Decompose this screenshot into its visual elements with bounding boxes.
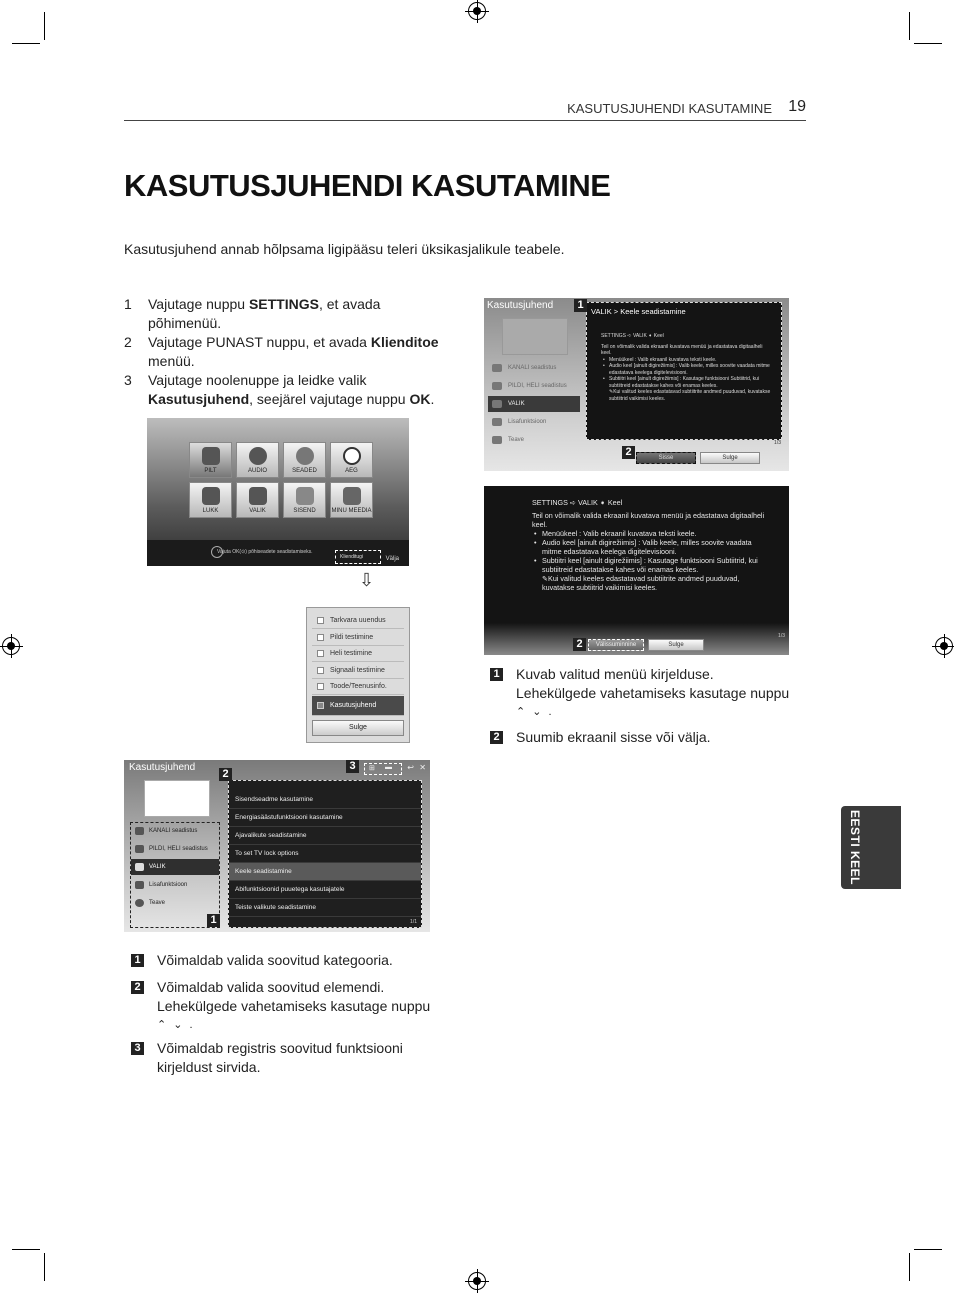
zoom-icon[interactable]: ⊞ xyxy=(369,765,375,772)
cs-item-sound-test[interactable] xyxy=(312,646,404,662)
picture-sound-icon xyxy=(492,382,502,390)
tile-label: VALIK xyxy=(249,508,266,514)
zoomed-intro: Teil on võimalik valida ekraanil kuvatava menüü ja edastatava digitaalheli keel. xyxy=(532,511,765,529)
category-item-selected[interactable] xyxy=(488,396,580,412)
tile-setup[interactable] xyxy=(283,442,326,478)
language-side-tab xyxy=(841,806,901,889)
category-list xyxy=(130,822,220,928)
checkbox-icon xyxy=(317,683,324,690)
customer-support-button[interactable] xyxy=(335,550,381,564)
step-text: , seejärel vajutage nuppu xyxy=(249,391,410,407)
crop-mark xyxy=(914,43,942,44)
cs-item-signal-test[interactable] xyxy=(312,663,404,679)
registration-mark-icon xyxy=(935,637,953,655)
category-label: Lisafunktsioon xyxy=(508,419,547,425)
back-icon[interactable]: ↩ xyxy=(407,763,414,772)
left-description-list xyxy=(131,951,451,1077)
plus-icon xyxy=(135,881,144,889)
page-indicator: 1/3 xyxy=(778,633,785,639)
panel-body xyxy=(601,333,773,402)
preview-window xyxy=(502,318,568,355)
description-text: Lehekülgede vahetamiseks kasutage nuppu xyxy=(157,998,431,1014)
exit-button[interactable]: Välja xyxy=(385,556,399,562)
topic-list xyxy=(228,780,422,928)
crop-mark xyxy=(12,43,40,44)
topic-item[interactable] xyxy=(229,899,421,917)
tile-label: AUDIO xyxy=(247,468,267,474)
step-keyword: Klienditoe xyxy=(370,334,439,350)
category-item[interactable] xyxy=(488,414,580,430)
topic-item[interactable] xyxy=(229,791,421,809)
index-icons[interactable] xyxy=(364,763,402,775)
tile-label: PILT xyxy=(204,468,217,474)
cs-item-label: Pildi testimine xyxy=(330,633,374,641)
category-label: Teave xyxy=(508,437,525,443)
zoomed-bullets xyxy=(532,529,772,574)
cs-item-label: Signaali testimine xyxy=(330,666,385,674)
panel-note: ✎Kui valitud keeles edastatavad subtiitrite andmed puuduvad, kuvatakse subtiitrid vaikimisi keeles. xyxy=(609,389,771,402)
description-text: Kuvab valitud menüü kirjelduse. xyxy=(516,666,714,682)
category-label: PILDI, HELI seadistus xyxy=(149,846,208,852)
topic-item[interactable] xyxy=(229,809,421,827)
clock-icon xyxy=(343,447,361,465)
category-item[interactable] xyxy=(131,895,219,911)
cs-item-label: Heli testimine xyxy=(330,650,373,657)
home-menu-screenshot xyxy=(147,418,409,566)
toolbox-icon xyxy=(249,487,267,505)
category-item[interactable] xyxy=(488,360,580,376)
panel-buttons xyxy=(636,446,764,464)
settings-path: SETTINGS ➪ VALIK ➧ Keel xyxy=(532,498,623,507)
tile-label: AEG xyxy=(345,468,358,474)
plug-icon xyxy=(296,487,314,505)
right-description-list xyxy=(490,665,810,747)
user-guide-header: Kasutusjuhend xyxy=(487,300,554,311)
step-item xyxy=(124,295,454,333)
callout-badge-2: 2 xyxy=(219,768,232,781)
topic-label: To set TV lock options xyxy=(235,850,299,857)
plus-icon xyxy=(492,418,502,426)
topic-label: Abifunktsioonid puuetega kasutajatele xyxy=(235,886,345,893)
tile-my-media[interactable] xyxy=(330,482,373,518)
registration-mark-icon xyxy=(468,2,486,20)
close-button[interactable]: Sulge xyxy=(648,639,704,651)
step-text: . xyxy=(430,391,435,407)
description-text: Võimaldab registris soovitud funktsiooni xyxy=(157,1040,403,1056)
step-number: 2 xyxy=(124,334,132,350)
checkbox-icon xyxy=(317,650,324,657)
registration-mark-icon xyxy=(468,1272,486,1290)
panel-bullet: • Audio keel [ainult digirežiimis] : Valib keele, milles soovite vaadata mitme edastatava keelega digitelevisiooni. xyxy=(601,363,773,376)
channel-icon xyxy=(135,827,144,835)
category-item-selected[interactable] xyxy=(131,859,219,875)
page-indicator: 1/1 xyxy=(410,919,417,925)
description-item xyxy=(131,951,451,970)
description-text: Võimaldab valida soovitud elemendi. xyxy=(157,979,385,995)
book-icon xyxy=(317,702,324,709)
crop-mark xyxy=(909,12,910,40)
gear-icon xyxy=(492,400,502,408)
panel-bullet: • Menüükeel : Valib ekraanil kuvatava teksti keele. xyxy=(601,357,773,364)
close-icon[interactable]: ✕ xyxy=(419,763,426,772)
checkbox-icon xyxy=(317,667,324,674)
description-item xyxy=(131,1039,451,1077)
category-item[interactable] xyxy=(488,432,580,448)
tv-icon xyxy=(202,447,220,465)
step-keyword: OK xyxy=(409,391,431,407)
topic-label: Ajavalikute seadistamine xyxy=(235,832,307,839)
checkbox-icon xyxy=(317,634,324,641)
customer-support-menu xyxy=(306,607,410,743)
cs-item-picture-test[interactable] xyxy=(312,630,404,646)
user-guide-header: Kasutusjuhend xyxy=(129,762,196,773)
satellite-icon xyxy=(296,447,314,465)
lock-icon xyxy=(202,487,220,505)
page-indicator: 1/3 xyxy=(774,440,781,446)
panel-intro: Teil on võimalik valida ekraanil kuvatava menüü ja edastatava digitaalheli keel. xyxy=(601,343,763,356)
description-item xyxy=(490,665,810,722)
callout-badge-1: 1 xyxy=(131,954,144,967)
home-menu-bottom-bar xyxy=(147,540,409,566)
zoomed-buttons xyxy=(588,633,708,651)
description-panel xyxy=(586,302,782,440)
running-title: KASUTUSJUHENDI KASUTAMINE xyxy=(567,101,772,116)
step-keyword: Kasutusjuhend xyxy=(148,391,250,407)
panel-bullets xyxy=(601,357,773,390)
callout-badge-3: 3 xyxy=(131,1042,144,1055)
info-icon xyxy=(492,436,502,444)
zoomed-bullet: • Subtiitri keel [ainult digirežiimis] : Kasutage funktsiooni Subtiitrid, kui subtiitreid edastatakse kahes või enamas keeles. xyxy=(532,556,772,574)
close-button[interactable]: Sulge xyxy=(312,720,404,736)
step-text: Vajutage nuppu xyxy=(148,296,249,312)
intro-paragraph: Kasutusjuhend annab hõlpsama ligipääsu teleri üksikasjalikule teabele. xyxy=(124,241,565,257)
callout-badge-1: 1 xyxy=(574,299,587,312)
registration-mark-icon xyxy=(2,637,20,655)
topic-item[interactable] xyxy=(229,827,421,845)
topic-label: Energiasäästufunktsiooni kasutamine xyxy=(235,814,343,821)
arrow-down-icon: ⇩ xyxy=(359,570,375,590)
zoomed-body xyxy=(532,498,772,592)
description-text: Võimaldab valida soovitud kategooria. xyxy=(157,952,393,968)
cs-item-user-guide[interactable] xyxy=(312,696,404,716)
category-label: Teave xyxy=(149,900,166,906)
running-header xyxy=(124,98,806,121)
step-text: Vajutage PUNAST nuppu, et avada xyxy=(148,334,371,350)
description-text: Lehekülgede vahetamiseks kasutage nuppu xyxy=(516,685,790,701)
settings-path: SETTINGS ➪ VALIK ➧ Keel xyxy=(601,333,664,339)
cs-item-label: Tarkvara uuendus xyxy=(330,617,386,624)
crop-mark xyxy=(44,1253,45,1281)
zoomed-bullet: • Menüükeel : Valib ekraanil kuvatava teksti keele. xyxy=(532,529,772,538)
home-menu-hint: Vajuta OK(⊙) põhiseadete seadistamiseks. xyxy=(217,549,313,555)
callout-badge-1: 1 xyxy=(207,914,220,927)
zoomed-bullet: • Audio keel [ainult digirežiimis] : Valib keele, milles soovite vaadata mitme edastatava keelega digitelevisiooni. xyxy=(532,538,772,556)
topic-label: Sisendseadme kasutamine xyxy=(235,796,314,803)
home-menu-tiles xyxy=(189,442,372,518)
callout-badge-1: 1 xyxy=(490,668,503,681)
media-icon xyxy=(343,487,361,505)
topic-label: Teiste valikute seadistamine xyxy=(235,904,316,911)
user-guide-screenshot xyxy=(124,760,430,932)
zoom-out-button[interactable]: Välissuminnine xyxy=(588,639,644,651)
zoomed-view-screenshot xyxy=(484,486,789,655)
tile-label: SEADED xyxy=(292,468,317,474)
tile-option[interactable] xyxy=(236,482,279,518)
category-label: VALIK xyxy=(149,864,166,870)
category-item[interactable] xyxy=(131,841,219,857)
gear-icon xyxy=(135,863,144,871)
tile-label: SISEND xyxy=(293,508,316,514)
topic-item[interactable] xyxy=(229,881,421,899)
tile-time[interactable] xyxy=(330,442,373,478)
picture-sound-icon xyxy=(135,845,144,853)
close-button[interactable]: Sulge xyxy=(700,452,760,464)
category-list xyxy=(488,360,580,450)
tile-audio[interactable] xyxy=(236,442,279,478)
zoom-in-button[interactable]: Sisse xyxy=(636,452,696,464)
crop-mark xyxy=(12,1249,40,1250)
category-item[interactable] xyxy=(131,823,219,839)
up-down-arrows-icon: ⌃ ⌄ . xyxy=(157,1019,195,1031)
callout-badge-2: 2 xyxy=(131,981,144,994)
cs-item-label: Kasutusjuhend xyxy=(330,702,377,709)
speaker-icon xyxy=(249,447,267,465)
category-label: VALIK xyxy=(508,401,525,407)
settings-view-screenshot xyxy=(484,298,789,471)
panel-title: VALIK > Keele seadistamine xyxy=(591,307,686,316)
step-keyword: SETTINGS xyxy=(248,296,319,312)
category-label: PILDI, HELI seadistus xyxy=(508,383,567,389)
language-tab-label: EESTI KEEL xyxy=(848,810,862,886)
zoomed-note: ✎Kui valitud keeles edastatavad subtiitrite andmed puuduvad, kuvatakse subtiitrid vaikimisi keeles. xyxy=(542,574,740,592)
callout-badge-2: 2 xyxy=(490,731,503,744)
step-text: menüü. xyxy=(148,353,195,369)
folder-icon[interactable]: ▬ xyxy=(385,764,392,771)
description-item xyxy=(131,978,451,1035)
up-down-arrows-icon: ⌃ ⌄ . xyxy=(516,706,554,718)
crop-mark xyxy=(909,1253,910,1281)
category-label: Lisafunktsioon xyxy=(149,882,188,888)
callout-badge-2: 2 xyxy=(573,638,586,651)
topic-label: Keele seadistamine xyxy=(235,868,292,875)
cs-item-label: Toode/Teenusinfo. xyxy=(330,683,387,690)
checkbox-icon xyxy=(317,617,324,624)
page-number: 19 xyxy=(788,98,806,115)
category-item[interactable] xyxy=(131,877,219,893)
step-item xyxy=(124,371,454,409)
customer-support-label: Klienditugi xyxy=(340,554,364,560)
topic-item-selected[interactable] xyxy=(229,863,421,881)
tile-picture[interactable] xyxy=(189,442,232,478)
description-text: kirjeldust sirvida. xyxy=(157,1059,261,1075)
preview-window xyxy=(144,780,210,817)
tile-lock[interactable] xyxy=(189,482,232,518)
description-item xyxy=(490,728,810,747)
cs-item-product-info[interactable] xyxy=(312,679,404,695)
step-number: 3 xyxy=(124,372,132,388)
steps-list xyxy=(124,295,454,409)
channel-icon xyxy=(492,364,502,372)
callout-badge-3: 3 xyxy=(346,760,359,773)
topic-item[interactable] xyxy=(229,845,421,863)
cs-item-software-update[interactable] xyxy=(312,613,404,629)
step-number: 1 xyxy=(124,296,132,312)
step-text: , et avada põhimenüü. xyxy=(148,296,381,331)
callout-badge-2: 2 xyxy=(622,446,635,459)
tile-label: MINU MEEDIA xyxy=(331,508,372,514)
tile-label: LUKK xyxy=(202,508,219,514)
step-text: Vajutage noolenuppe ja leidke valik xyxy=(148,372,367,388)
crop-mark xyxy=(44,12,45,40)
panel-bullet: • Subtiitri keel [ainult digirežiimis] : Kasutage funktsiooni Subtiitrid, kui subtiitreid edastatakse kahes või enamas keeles. xyxy=(601,376,773,389)
page-title: KASUTUSJUHENDI KASUTAMINE xyxy=(124,168,611,203)
category-item[interactable] xyxy=(488,378,580,394)
tile-input[interactable] xyxy=(283,482,326,518)
info-icon xyxy=(135,899,144,907)
step-item xyxy=(124,333,454,371)
description-text: Suumib ekraanil sisse või välja. xyxy=(516,729,711,745)
category-label: KANALI seadistus xyxy=(508,365,557,371)
crop-mark xyxy=(914,1249,942,1250)
category-label: KANALI seadistus xyxy=(149,828,198,834)
